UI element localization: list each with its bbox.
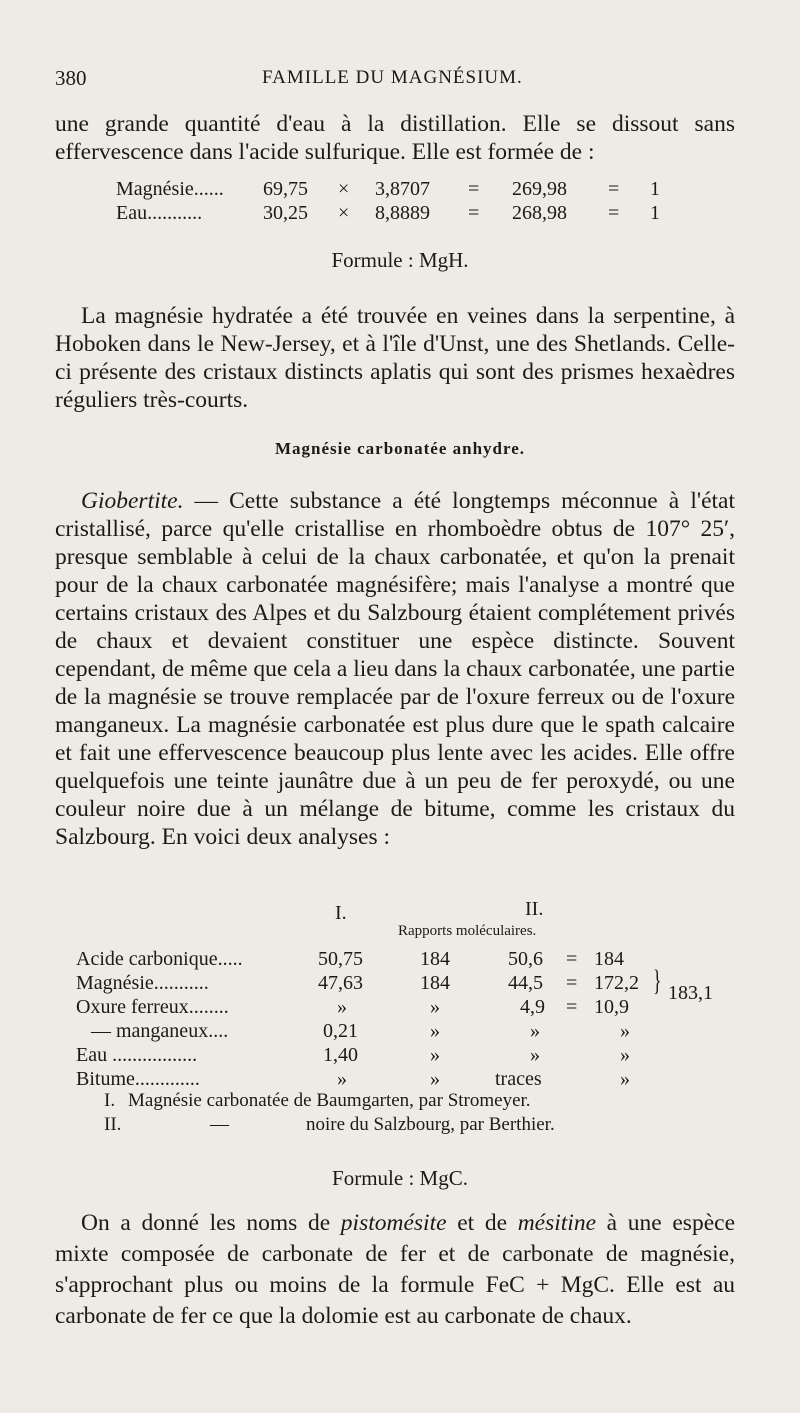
brace-total: 183,1 [668,982,713,1004]
formula-mgh: Formule : MgH. [331,248,469,272]
equals-sign: = [566,948,578,970]
subheader-molecular-ratios: Rapports moléculaires. [398,923,537,939]
ratio-i: » [430,996,440,1018]
ratio-ii: » [620,1020,630,1042]
value-i: 1,40 [323,1044,358,1066]
value-i: 50,75 [318,948,363,970]
equals-sign: = [566,972,578,994]
value-ii: 44,5 [508,972,543,994]
composition-label: Eau........... [116,202,203,224]
value-ii: » [530,1020,540,1042]
species-name: pistomésite [340,1210,447,1236]
value-i: » [337,1068,347,1090]
paragraph-hydrated-magnesia: La magnésie hydratée a été trouvée en veines dans la serpentine, à Hoboken dans le New-Jersey, et à l'île d'Unst, une des Shetlands. Celle-ci présente des cristaux distincts aplatis qui sont des prismes hexaèdres réguliers très-courts. [55,303,735,413]
ratio-i: » [430,1044,440,1066]
note-number: II. [104,1114,122,1135]
column-header-ii: II. [525,898,544,920]
note-dash: — [210,1114,229,1135]
column-header-i: I. [335,902,347,924]
paragraph-giobertite: Giobertite. — Cette substance a été longtemps méconnue à l'état cristallisé, parce qu'elle cristallise en rhomboèdre obtus de 107° 25′, presque semblable à celui de la chaux carbonatée, et qu'on la prenait pour de la chaux carbonatée magnésifère; mais l'analyse a montré que certains cristaux des Alpes et du Salzbourg étaient complétement privés de chaux et devaient constituer une espèce distincte. Souvent cependant, de même que cela a lieu dans la chaux carbonatée, une partie de la magnésie se trouve remplacée par de l'oxure ferreux ou de l'oxure manganeux. La magnésie carbonatée est plus dure que le spath calcaire et fait une effervescence beaucoup plus lente avec les acides. Elle offre quelquefois une teinte jaunâtre due à un peu de fer peroxydé, ou une couleur noire due à un mélange de bitume, comme les cristaux du Salzbourg. En voici deux analyses : [55,488,735,850]
composition-label: Magnésie...... [116,178,224,200]
intro-paragraph: une grande quantité d'eau à la distillation. Elle se dissout sans effervescence dans l'acide sulfurique. Elle est formée de : [55,111,735,165]
row-label: Magnésie........... [76,972,209,994]
ratio-ii: 10,9 [594,996,629,1018]
value-ii: 50,6 [508,948,543,970]
times-sign: × [338,178,350,200]
composition-product: 268,98 [512,202,567,224]
section-title: Magnésie carbonatée anhydre. [274,439,526,458]
times-sign: × [338,202,350,224]
equals-sign: = [566,996,578,1018]
composition-factor: 3,8707 [375,178,430,200]
ratio-i: 184 [420,972,450,994]
equals-sign: = [468,202,480,224]
species-name: mésitine [517,1210,597,1236]
paragraph-pistomesite: On a donné les noms de pistomésite et de mésitine à une espèce mixte composée de carbonate de fer et de carbonate de magnésie, s'approchant plus ou moins de la formule FeC + MgC. Elle est au carbonate de fer ce que la dolomie est au carbonate de chaux. [55,1210,735,1329]
row-label: — manganeux.... [91,1020,229,1042]
ratio-i: 184 [420,948,450,970]
composition-value: 69,75 [263,178,308,200]
note-text: noire du Salzbourg, par Berthier. [306,1114,555,1135]
value-i: 0,21 [323,1020,358,1042]
brace-symbol: } [652,964,662,997]
equals-sign: = [608,202,620,224]
row-label: Bitume............. [76,1068,200,1090]
ratio-i: » [430,1068,440,1090]
composition-product: 269,98 [512,178,567,200]
composition-ratio: 1 [650,202,660,224]
row-label: Eau ................. [76,1044,198,1066]
value-i: 47,63 [318,972,363,994]
formula-mgc: Formule : MgC. [332,1166,468,1190]
ratio-i: » [430,1020,440,1042]
note-text: Magnésie carbonatée de Baumgarten, par Stromeyer. [128,1090,531,1111]
value-i: » [337,996,347,1018]
note-number: I. [104,1090,116,1111]
composition-factor: 8,8889 [375,202,430,224]
value-ii: traces [495,1068,542,1090]
ratio-ii: 184 [594,948,624,970]
species-name: Giobertite. [81,488,184,514]
ratio-ii: » [620,1068,630,1090]
composition-ratio: 1 [650,178,660,200]
equals-sign: = [468,178,480,200]
running-title: FAMILLE DU MAGNÉSIUM. [262,67,523,88]
ratio-ii: 172,2 [594,972,639,994]
value-ii: » [530,1044,540,1066]
row-label: Oxure ferreux........ [76,996,229,1018]
equals-sign: = [608,178,620,200]
page-number: 380 [55,66,87,90]
composition-value: 30,25 [263,202,308,224]
ratio-ii: » [620,1044,630,1066]
row-label: Acide carbonique..... [76,948,243,970]
value-ii: 4,9 [520,996,545,1018]
